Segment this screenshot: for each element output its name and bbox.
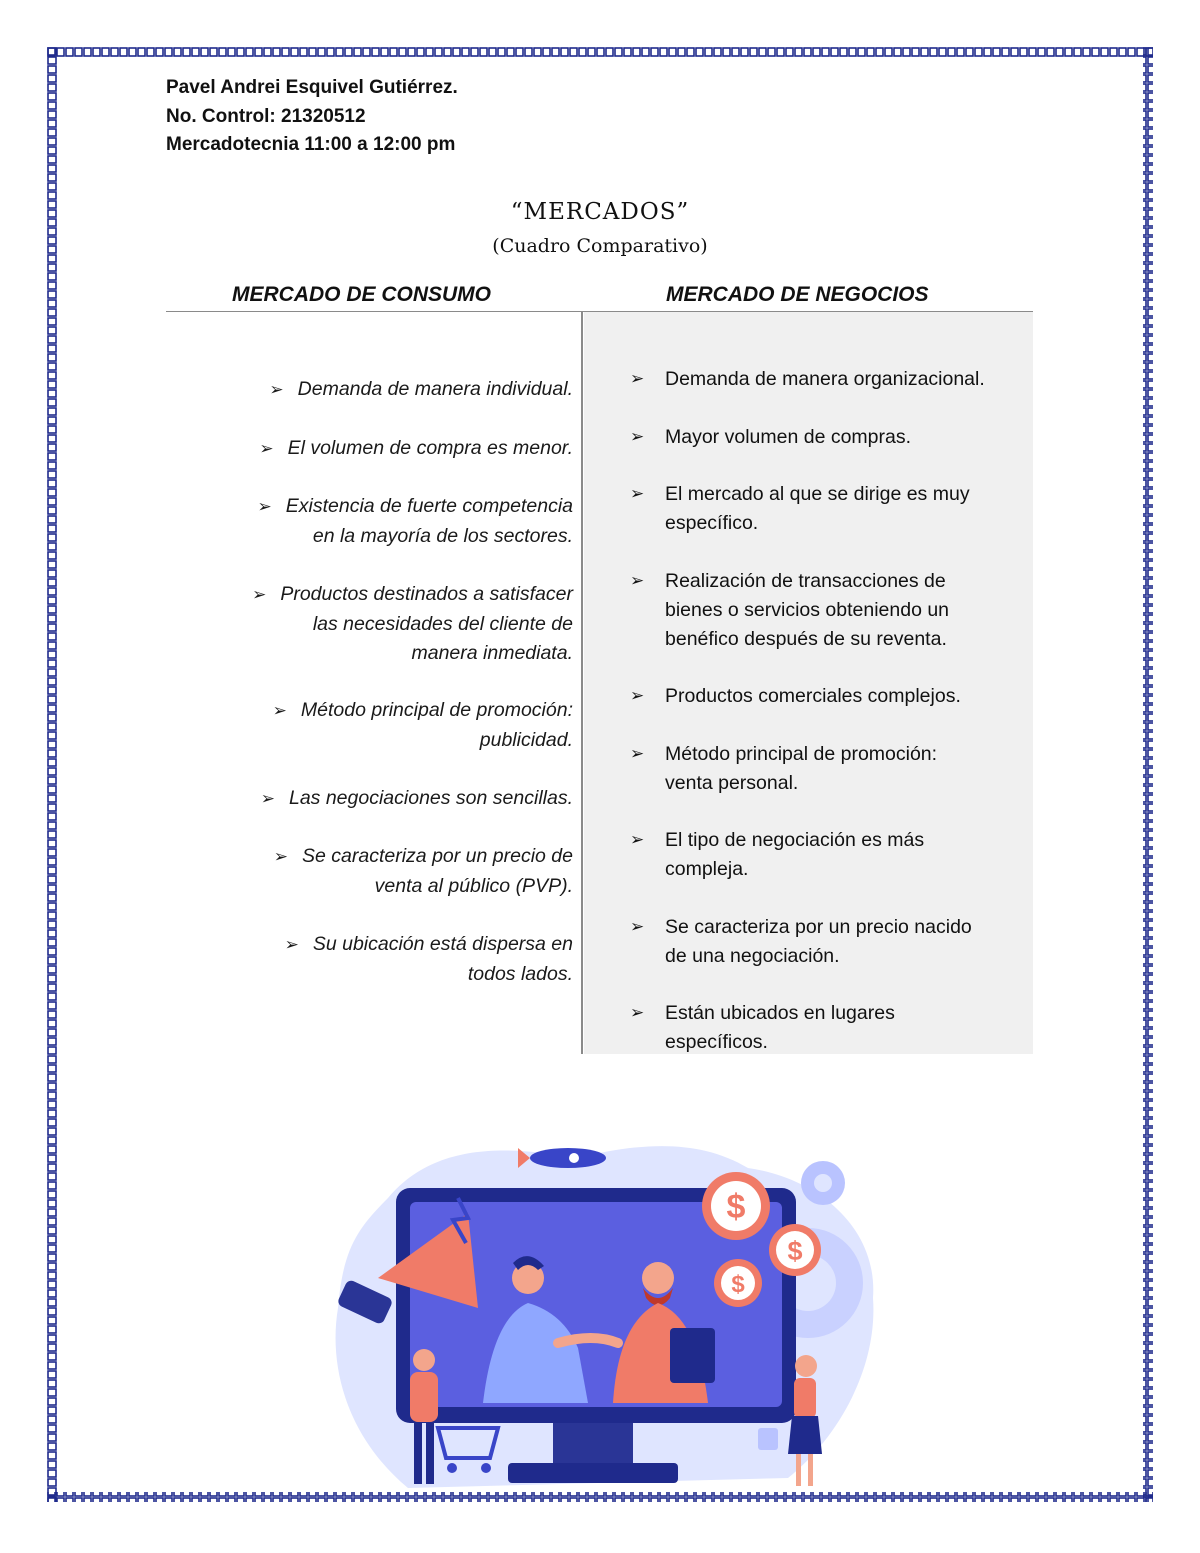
student-name: Pavel Andrei Esquivel Gutiérrez. [166, 77, 458, 98]
consumo-item-text: Existencia de fuerte competencia [285, 495, 573, 517]
bullet-arrow-icon: ➢ [630, 570, 645, 591]
consumo-item [180, 434, 573, 464]
consumo-item-text: Su ubicación está dispersa en [312, 932, 573, 955]
negocios-item-text: benéfico después de su reventa. [665, 627, 947, 650]
column-heading-consumo: MERCADO DE CONSUMO [232, 283, 492, 306]
consumo-item-text: manera inmediata. [411, 641, 573, 664]
consumo-item [180, 930, 573, 989]
negocios-item-text: Método principal de promoción: [665, 742, 938, 765]
student-header [166, 74, 458, 160]
consumo-item-text: Productos destinados a satisfacer [280, 582, 573, 605]
negocios-item-text: específico. [665, 512, 759, 534]
consumo-item-text: en la mayoría de los sectores. [312, 525, 573, 547]
negocios-item-text: Realización de transacciones de [665, 569, 946, 592]
negocios-item-text: específicos. [665, 1031, 768, 1053]
negocios-item-text: Se caracteriza por un precio nacido [665, 915, 972, 938]
bullet-arrow-icon: ➢ [630, 369, 645, 389]
bullet-arrow-icon: ➢ [630, 916, 645, 937]
negocios-item [630, 365, 1025, 394]
consumo-item-text: publicidad. [479, 729, 573, 751]
consumo-item-text: Método principal de promoción: [300, 699, 573, 721]
consumo-item-text: Demanda de manera individual. [297, 378, 573, 400]
bullet-arrow-icon: ➢ [269, 380, 284, 400]
negocios-item [630, 480, 1025, 538]
document-title: “MERCADOS” [510, 199, 690, 225]
negocios-item [630, 826, 1025, 884]
consumo-item-text: las necesidades del cliente de [312, 612, 573, 635]
negocios-item [630, 423, 1025, 452]
consumo-item [180, 492, 573, 551]
negocios-item-text: El tipo de negociación es más [665, 829, 925, 851]
negocios-item-text: bienes o servicios obteniendo un [665, 598, 950, 621]
negocios-item-text: Mayor volumen de compras. [665, 425, 912, 448]
negocios-item-text: Productos comerciales complejos. [665, 685, 961, 707]
bullet-arrow-icon: ➢ [284, 934, 299, 955]
consumo-item-text: El volumen de compra es menor. [287, 436, 573, 459]
consumo-item-text: Las negociaciones son sencillas. [288, 786, 573, 809]
consumo-item [180, 580, 573, 668]
bullet-arrow-icon: ➢ [630, 1003, 645, 1023]
negocios-item [630, 682, 1025, 711]
consumo-item-text: todos lados. [467, 962, 573, 985]
negocios-item-text: de una negociación. [665, 944, 840, 967]
bullet-arrow-icon: ➢ [630, 743, 645, 764]
consumo-item [180, 842, 573, 901]
negocios-item-text: venta personal. [665, 771, 799, 794]
bullet-arrow-icon: ➢ [257, 497, 272, 517]
bullet-arrow-icon: ➢ [630, 484, 645, 504]
bullet-arrow-icon: ➢ [273, 847, 289, 867]
negocios-item [630, 999, 1025, 1057]
svg-text:$: $ [726, 1188, 746, 1226]
column-divider [581, 312, 583, 1054]
svg-text:$: $ [731, 1271, 745, 1298]
consumo-item-text: Se caracteriza por un precio de [302, 845, 573, 867]
consumo-item-text: venta al público (PVP). [374, 875, 573, 897]
consumo-item [180, 696, 573, 755]
course-schedule: Mercadotecnia 11:00 a 12:00 pm [166, 134, 456, 155]
column-heading-negocios: MERCADO DE NEGOCIOS [666, 283, 929, 306]
bullet-arrow-icon: ➢ [630, 426, 645, 447]
bullet-arrow-icon: ➢ [252, 584, 267, 605]
negocios-item [630, 567, 1025, 654]
negocios-item-text: El mercado al que se dirige es muy [665, 483, 970, 505]
bullet-arrow-icon: ➢ [260, 788, 275, 809]
negocios-item-text: compleja. [665, 858, 749, 880]
table-header-divider [166, 311, 1033, 312]
bullet-arrow-icon: ➢ [630, 830, 645, 850]
negocios-item-text: Demanda de manera organizacional. [665, 368, 985, 390]
negocios-list [630, 365, 1025, 1086]
consumo-item [180, 375, 573, 405]
bullet-arrow-icon: ➢ [272, 701, 287, 721]
svg-text:$: $ [787, 1236, 803, 1266]
bullet-arrow-icon: ➢ [630, 686, 645, 706]
marketing-illustration [318, 1138, 888, 1498]
control-number: No. Control: 21320512 [166, 105, 366, 127]
consumo-item [180, 784, 573, 814]
bullet-arrow-icon: ➢ [259, 438, 274, 459]
negocios-item [630, 740, 1025, 798]
negocios-item [630, 913, 1025, 971]
document-subtitle: (Cuadro Comparativo) [492, 235, 708, 257]
consumo-list [180, 375, 573, 1017]
negocios-item-text: Están ubicados en lugares [665, 1002, 895, 1024]
